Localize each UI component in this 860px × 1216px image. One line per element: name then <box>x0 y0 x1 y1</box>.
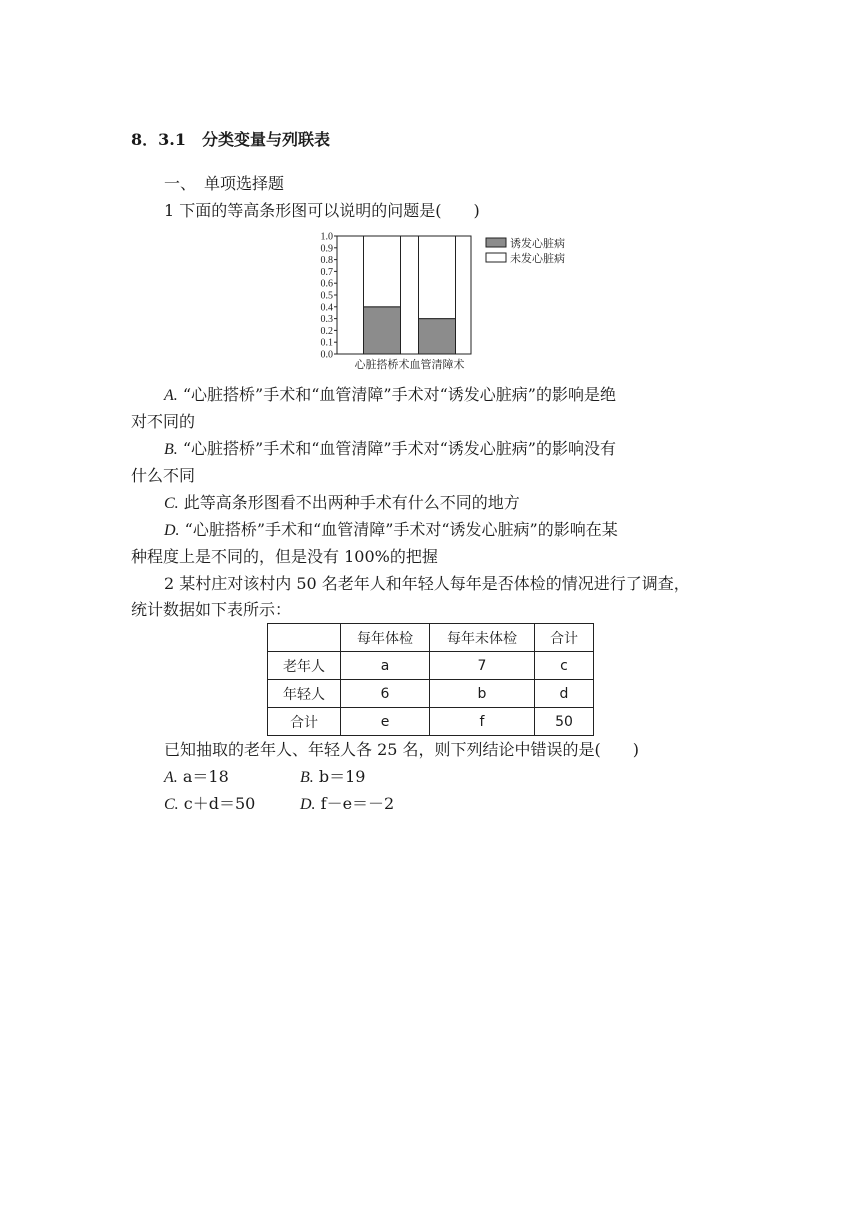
table-cell: d <box>535 680 594 708</box>
q2-option-d-letter: D. <box>300 796 316 813</box>
question-2-stem-line1: 2 某村庄对该村内 50 名老年人和年轻人每年是否体检的情况进行了调查， <box>164 574 690 593</box>
option-a-line1 <box>164 383 616 408</box>
bar-segment <box>364 307 401 354</box>
table-cell: 合计 <box>268 708 341 736</box>
q2-option-c-text: c＋d＝50 <box>178 794 256 813</box>
option-d-text: “心脏搭桥”手术和“血管清障”手术对“诱发心脏病”的影响在某 <box>179 520 618 539</box>
stacked-bar-chart <box>310 226 610 376</box>
y-tick-label: 0.4 <box>320 302 333 314</box>
option-b-line1 <box>164 437 616 462</box>
q2-option-a-letter: A. <box>164 769 178 786</box>
legend-swatch <box>486 253 506 262</box>
y-tick-label: 0.6 <box>320 278 333 290</box>
table-header-row <box>268 624 594 652</box>
option-b-text: “心脏搭桥”手术和“血管清障”手术对“诱发心脏病”的影响没有 <box>177 439 616 458</box>
table-header-cell: 合计 <box>535 624 594 652</box>
x-tick-label: 血管清障术 <box>409 358 465 371</box>
y-tick-label: 0.1 <box>320 337 333 349</box>
y-tick-label: 0.8 <box>320 255 333 267</box>
table-header-cell: 每年未体检 <box>430 624 535 652</box>
option-b-line2: 什么不同 <box>131 466 196 485</box>
y-tick-label: 1.0 <box>320 231 333 243</box>
table-row <box>268 680 594 708</box>
legend-label: 未发心脏病 <box>510 252 565 265</box>
q2-option-a-text: a＝18 <box>177 767 229 786</box>
legend-label: 诱发心脏病 <box>510 237 565 250</box>
option-c-text: 此等高条形图看不出两种手术有什么不同的地方 <box>178 493 520 512</box>
table-cell: 年轻人 <box>268 680 341 708</box>
option-a-text: “心脏搭桥”手术和“血管清障”手术对“诱发心脏病”的影响是绝 <box>177 385 616 404</box>
x-tick-label: 心脏搭桥术 <box>354 358 410 371</box>
option-b-letter: B. <box>164 441 178 458</box>
option-c-line1 <box>164 491 520 516</box>
y-tick-label: 0.3 <box>320 314 333 326</box>
q2-option-b-letter: B. <box>300 769 314 786</box>
bar-segment <box>364 236 401 307</box>
option-c-letter: C. <box>164 495 179 512</box>
table-cell: 50 <box>535 708 594 736</box>
table-cell: a <box>341 652 430 680</box>
question-2-prompt: 已知抽取的老年人、年轻人各 25 名，则下列结论中错误的是( ) <box>164 740 640 759</box>
q2-option-d <box>300 792 394 817</box>
table-cell: b <box>430 680 535 708</box>
y-tick-label: 0.7 <box>320 266 333 278</box>
contingency-table <box>267 623 594 736</box>
table-row <box>268 708 594 736</box>
page-title: 8．3.1 分类变量与列联表 <box>131 130 330 149</box>
table-row <box>268 652 594 680</box>
table-cell: c <box>535 652 594 680</box>
y-tick-label: 0.5 <box>320 290 333 302</box>
question-1-stem: 1 下面的等高条形图可以说明的问题是( ) <box>164 201 480 220</box>
option-a-letter: A. <box>164 387 178 404</box>
bar-segment <box>419 319 456 354</box>
q2-option-b <box>300 765 365 790</box>
q2-option-d-text: f－e＝－2 <box>315 794 395 813</box>
option-d-letter: D. <box>164 522 180 539</box>
q2-option-c <box>164 792 255 817</box>
question-2-stem-line2: 统计数据如下表所示： <box>131 600 292 619</box>
section-heading: 一、 单项选择题 <box>164 174 285 193</box>
bar-segment <box>419 236 456 319</box>
table-cell: 老年人 <box>268 652 341 680</box>
y-tick-label: 0.0 <box>320 349 333 361</box>
legend-swatch <box>486 238 506 247</box>
y-tick-label: 0.2 <box>320 325 333 337</box>
option-d-line2: 种程度上是不同的，但是没有 100%的把握 <box>131 547 438 566</box>
y-tick-label: 0.9 <box>320 243 333 255</box>
table-header-cell: 每年体检 <box>341 624 430 652</box>
option-a-line2: 对不同的 <box>131 412 196 431</box>
table-header-cell <box>268 624 341 652</box>
option-d-line1 <box>164 518 618 543</box>
q2-option-a <box>164 765 229 790</box>
table-cell: f <box>430 708 535 736</box>
q2-option-c-letter: C. <box>164 796 179 813</box>
q2-option-b-text: b＝19 <box>313 767 366 786</box>
table-cell: 7 <box>430 652 535 680</box>
table-cell: e <box>341 708 430 736</box>
table-cell: 6 <box>341 680 430 708</box>
